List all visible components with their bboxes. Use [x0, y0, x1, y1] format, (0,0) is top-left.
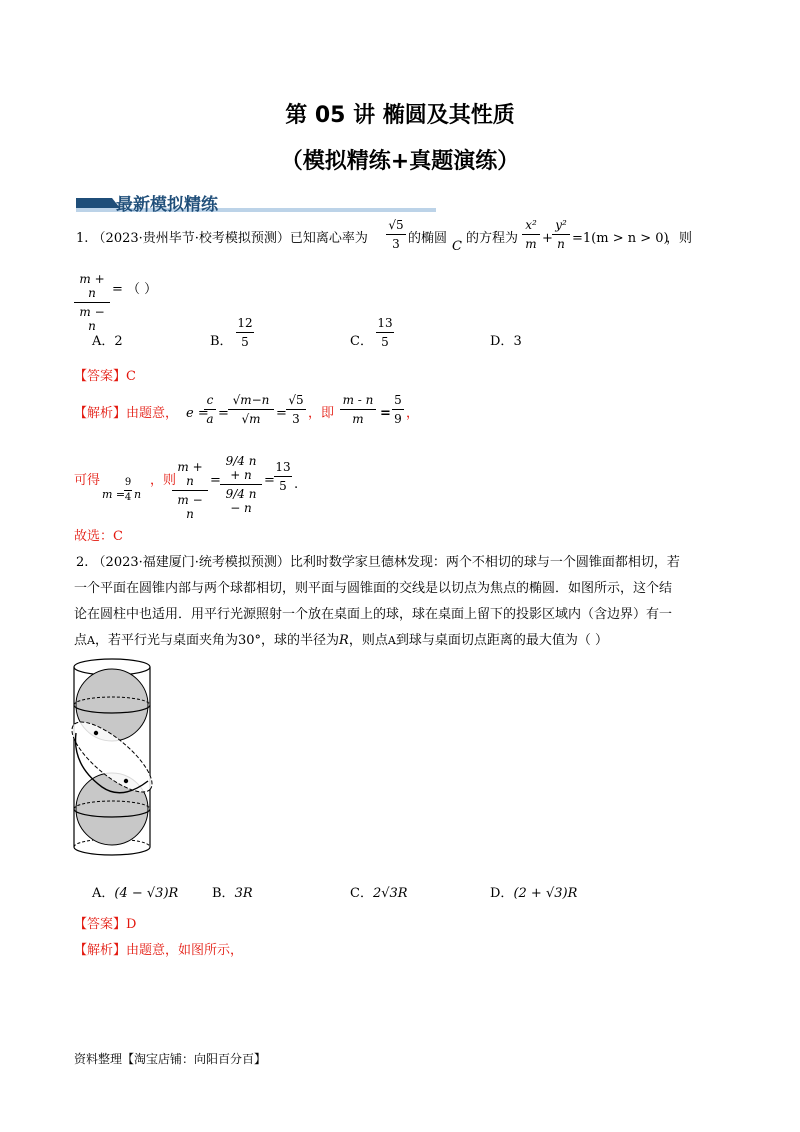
q2-option-a-letter: A．	[92, 886, 115, 901]
q1-ecc-num: √5	[388, 218, 404, 232]
q1-option-b-fraction	[236, 316, 254, 349]
q1-m-frac	[124, 478, 132, 503]
q1-res-lhs-den: m − n	[177, 493, 203, 521]
q2-analysis	[74, 942, 243, 960]
q1-ratio-val	[392, 393, 404, 426]
q1-option-a-letter: A．	[92, 334, 115, 349]
q1-ask-num: m + n	[79, 272, 105, 300]
q1-analysis-tag: 【解析】	[74, 406, 127, 421]
page-footer: 资料整理【淘宝店铺：向阳百分百】	[74, 1052, 267, 1066]
q2-option-b-letter: B．	[212, 886, 235, 901]
q2-option-c-letter: C．	[350, 886, 373, 901]
q1-answer-tag: 【答案】	[74, 369, 127, 384]
q1-option-c-num: 13	[377, 316, 393, 330]
q1-m-frac-den: 4	[124, 492, 132, 503]
q1-ask-fraction	[74, 272, 110, 333]
page-subtitle: （模拟精练+真题演练）	[280, 149, 520, 174]
q2-option-b-value: 3R	[234, 886, 253, 901]
q2-angle: 30°	[237, 633, 262, 648]
q1-option-b-den: 5	[241, 335, 249, 349]
q2-answer-tag: 【答案】	[74, 917, 127, 932]
q2-text-1: 比利时数学家旦德林发现：两个不相切的球与一个圆锥面都相切，若	[289, 555, 680, 570]
q1-answer-value: C	[126, 369, 136, 384]
q1-analysis-text: 由题意，	[126, 406, 179, 421]
q1-e-val-den: 3	[292, 412, 300, 426]
q1-e-label: e =	[186, 406, 209, 421]
q2-radius: R	[339, 633, 349, 648]
q2-option-d-value: (2 + √3)R	[513, 886, 578, 901]
q1-option-b-letter: B．	[210, 334, 233, 349]
q1-text-d: ，则	[666, 231, 693, 246]
q1-e-a: a	[206, 412, 214, 426]
q1-ecc-den: 3	[392, 237, 400, 251]
q1-line	[76, 230, 368, 248]
q2-source: （2023·福建厦门·统考模拟预测）	[92, 555, 290, 570]
q1-res-big-den: 9/4 n − n	[225, 487, 257, 515]
q1-res-big	[220, 446, 262, 515]
q1-e-c: c	[206, 393, 214, 407]
q1-m-n: n	[134, 488, 142, 501]
q1-option-d	[490, 330, 522, 349]
q1-ratio-end: ，	[406, 406, 420, 421]
q2-point-a-2: A	[387, 634, 396, 647]
q1-option-c-fraction	[376, 316, 394, 349]
q1-m-eq: m =	[102, 488, 126, 501]
q1-ratio	[340, 393, 376, 426]
q1-eq-y	[552, 218, 570, 251]
q2-line1	[76, 554, 680, 572]
q2-option-a-value: (4 − √3)R	[114, 886, 179, 901]
q1-ratio-den: m	[352, 412, 364, 426]
q1-option-c-den: 5	[381, 335, 389, 349]
q1-ratio-eq: =	[380, 406, 391, 421]
q2-answer	[74, 916, 136, 934]
q2-option-c-value: 2√3R	[372, 886, 408, 901]
q1-ze: ，则	[150, 473, 177, 488]
q1-res-den: 5	[279, 479, 287, 493]
q1-eq-y-num: y²	[555, 218, 567, 232]
q1-eq-x	[522, 218, 540, 251]
q1-option-d-value: 3	[513, 334, 522, 349]
q2-answer-value: D	[126, 917, 137, 932]
cylinder-figure	[62, 655, 162, 865]
q1-e-sqrt	[228, 393, 274, 426]
q2-point-a: A	[87, 634, 95, 647]
q1-res-num: 13	[275, 460, 291, 474]
q1-res-end: .	[294, 477, 299, 492]
q1-curve: C	[452, 239, 462, 254]
q2-analysis-text: 由题意，如图所示，	[126, 943, 244, 958]
q2-number: 2.	[76, 555, 89, 570]
q1-res-big-num: 9/4 n + n	[225, 454, 257, 482]
q2-option-a	[92, 882, 178, 901]
q1-option-c-letter: C．	[350, 334, 373, 349]
q1-e-val-num: √5	[288, 393, 304, 407]
q2-line3: 论在圆柱中也适用．用平行光源照射一个放在桌面上的球，球在桌面上留下的投影区域内（含边界）有一	[74, 607, 673, 622]
q1-ratio-val-den: 9	[394, 412, 402, 426]
q1-analysis-head	[74, 405, 178, 423]
q1-option-b-num: 12	[237, 316, 253, 330]
q1-ji: ，即	[308, 406, 335, 421]
q1-m-frac-num: 9	[124, 477, 132, 488]
q1-source: （2023·贵州毕节·校考模拟预测）	[92, 231, 290, 246]
q2-text-4d: ，则点	[348, 633, 388, 648]
q1-answer	[74, 368, 136, 386]
q2-line2: 一个平面在圆锥内部与两个球都相切，则平面与圆锥面的交线是以切点为焦点的椭圆．如图所示，这个结	[74, 581, 673, 596]
page-title: 第 05 讲 椭圆及其性质	[285, 103, 515, 128]
q1-e-val	[286, 393, 306, 426]
q1-ecc-fraction	[386, 218, 406, 251]
q1-option-a	[92, 330, 123, 349]
q1-res-lhs-num: m + n	[177, 460, 203, 488]
q1-number: 1.	[76, 231, 89, 246]
q2-text-4c: ，球的半径为	[261, 633, 340, 648]
q1-text-c: 的方程为	[466, 231, 519, 246]
q1-ask-tail: = （ ）	[112, 282, 158, 297]
q1-text-b: 的椭圆	[408, 231, 448, 246]
q1-choose: 故选：C	[74, 529, 123, 544]
q1-e-eq-2: =	[276, 406, 287, 421]
q1-e-ca	[204, 393, 216, 426]
section-label: 最新模拟精练	[116, 195, 218, 215]
q1-res-eq-1: =	[210, 473, 221, 488]
q2-option-c	[350, 882, 408, 901]
q1-ask-den: m − n	[79, 305, 105, 333]
q2-option-d-letter: D．	[490, 886, 514, 901]
q2-line4	[74, 632, 608, 650]
q1-res	[274, 460, 292, 493]
q1-eq-x-den: m	[525, 237, 537, 251]
q1-kede: 可得	[74, 473, 101, 488]
q1-ratio-val-num: 5	[394, 393, 402, 407]
q1-e-sqrt-den: √m	[241, 412, 261, 426]
q1-e-eq-1: =	[218, 406, 229, 421]
q2-option-d	[490, 882, 577, 901]
q1-eq-y-den: n	[557, 237, 565, 251]
q1-res-eq-2: =	[264, 473, 275, 488]
q1-eq-rhs: =1(m > n > 0)	[572, 231, 669, 246]
q2-text-4b: ，若平行光与桌面夹角为	[94, 633, 238, 648]
q1-option-a-value: 2	[114, 334, 123, 349]
q2-option-b	[212, 882, 253, 901]
q1-res-lhs	[172, 460, 208, 521]
q1-option-d-letter: D．	[490, 334, 514, 349]
q1-ratio-num: m - n	[342, 393, 374, 407]
q2-text-4e: 到球与桌面切点距离的最大值为（ ）	[395, 633, 608, 648]
q2-text-4a: 点	[74, 633, 88, 648]
q1-e-sqrt-num: √m−n	[232, 393, 270, 407]
q1-eq-x-num: x²	[525, 218, 537, 232]
q1-text-a: 已知离心率为	[289, 231, 368, 246]
q2-analysis-tag: 【解析】	[74, 943, 127, 958]
q1-plus: +	[542, 231, 553, 246]
